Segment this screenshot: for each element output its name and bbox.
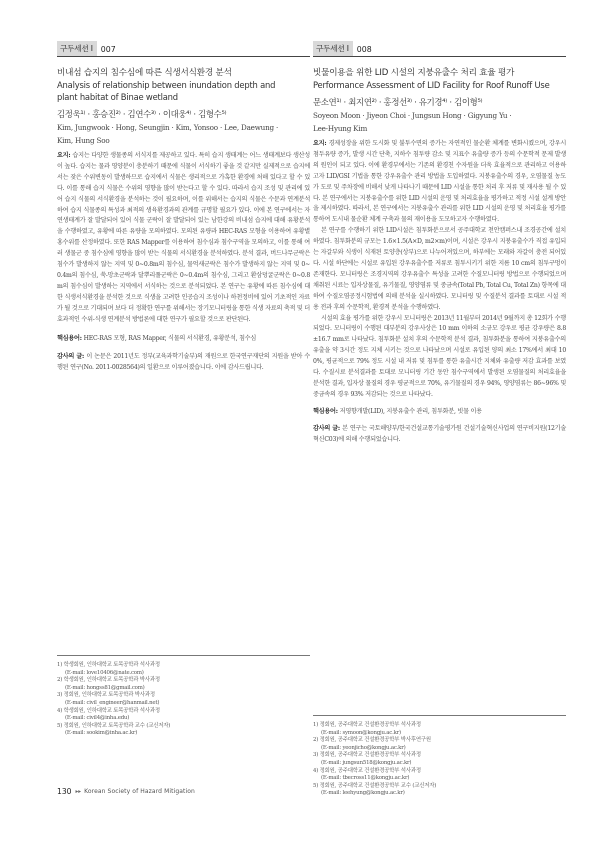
footnote-affiliation: 5) 정회원, 공주대학교 건설환경공학부 교수 (교신저자) (313, 782, 437, 789)
keywords (313, 407, 566, 418)
double-arrow-icon: ▸▸ (75, 788, 82, 795)
ack-text: 이 논문은 2011년도 정부(교육과학기술부)의 재원으로 한국연구재단의 지원을 받아 수행된 연구(No. 2011-0028564)의 일환으로 이루어졌습니다. 이에 감사드립니다. (57, 353, 310, 372)
title-english-line1: Analysis of relationship between inundation depth and (57, 80, 276, 90)
abstract-paragraph-3: 시설의 효율 평가를 위한 강우시 모니터링은 2013년 11월부터 2014년 9월까지 총 12회가 수행되었다. 모니터링이 수행된 대부분의 강우사상은 10 mm 이하의 소규모 강우로 평균 강우량은 8.8±16.7 mm로 나타났다. 침투화분 설치 후의 수문학적 분석 결과, 침투화분을 통하여 지붕유출수의 유출을 약 3시간 정도 지체 시키는 것으로 나타났으며 시설로 유입된 양의 최소 17%에서 최대 100%, 평균적으로 79% 정도 시설 내 저류 및 침투를 통한 유출시간 지체와 유출량 저감 효과를 보였다. 수질시료 분석결과를 토대로 모니터링 기간 동안 침수구역에서 발생된 오염물질의 처리효율을 분석한 결과, 입자상 물질의 경우 평균적으로 70%, 유기물질의 경우 94%, 영양염류는 86~96% 및 중금속의 경우 93% 저감되는 것으로 나타났다. (313, 314, 566, 398)
right-article (313, 40, 566, 445)
left-article (57, 40, 310, 374)
footnote (313, 722, 566, 737)
abstract-text: 경제성장을 위한 도시화 및 불투수면의 증가는 자연적인 물순환 체계를 변화시켰으며, 강우시 첨두유량 증가, 발생 시간 단축, 지하수 침투량 감소 및 지표수 유출량 증가 등의 수문학적 문제 발생의 원인이 되고 있다. 이에 환경부에서는 기존의 환경친 수자원을 더욱 효율적으로 관리하고 이용하고자 LID/GSI 기법을 통한 강우유출수 관리 방법을 도입하였다. 지붕유출수의 경우, 오염물질 농도가 도로 및 주차장에 비해서 낮게 나타나기 때문에 LID 시설을 통한 처리 후 저류 및 재사용 될 수 있다. 본 연구에서는 지붕유출수를 위한 LID 시설의 운영 및 처리효율을 평가하고 적정 시설 설계 방안을 제시하였다. 따라서, 본 연구에서는 지붕유출수 관리를 위한 LID 시설의 운영 및 처리효율 평가를 통하여 도시내 물순환 체계 구축과 물의 재이용을 도모하고자 수행하였다. (313, 140, 566, 224)
authors-english-line2: Kim, Hung Soo (57, 136, 110, 145)
abstract-label: 요지: (57, 152, 73, 159)
footnote-email: (E-mail: leehyung@kongju.ac.kr) (321, 790, 405, 797)
title-korean: 빗물이용을 위한 LID 시설의 지붕유출수 처리 효율 평가 (313, 68, 515, 78)
authors-korean: 문소연¹⁾ · 최지연²⁾ · 홍정선³⁾ · 유기경⁴⁾ · 김이형⁵⁾ (313, 97, 483, 107)
title-korean: 비내섬 습지의 침수심에 따른 식생서식환경 분석 (57, 68, 232, 78)
authors-english-line2: Lee-Hyung Kim (313, 124, 368, 133)
footnote (57, 708, 310, 723)
footnote-affiliation: 4) 학생회원, 인하대학교 토목공학과 석사과정 (57, 707, 160, 714)
footnote (313, 737, 566, 752)
footnote (57, 692, 310, 707)
journal-name: Korean Society of Hazard Mitigation (84, 788, 195, 795)
left-footnotes (57, 655, 310, 738)
footnote-email: (E-mail: jungsun518@kongju.ac.kr) (321, 759, 412, 766)
footnote-affiliation: 1) 정회원, 공주대학교 건설환경공학부 석사과정 (313, 722, 421, 728)
footnote-email: (E-mail: sookim@inha.ac.kr) (65, 730, 138, 737)
footnote-affiliation: 5) 정회원, 인하대학교 토목공학과 교수 (교신저자) (57, 722, 171, 729)
footnote-affiliation: 2) 학생회원, 인하대학교 토목공학과 박사과정 (57, 677, 160, 684)
keywords (57, 334, 310, 345)
footnote-affiliation: 1) 학생회원, 인하대학교 토목공학과 석사과정 (57, 662, 160, 668)
footnote-email: (E-mail: yeonjicho@kongju.ac.kr) (321, 744, 406, 751)
footnote-affiliation: 2) 정회원, 공주대학교 건설환경공학부 박사후연구원 (313, 737, 431, 744)
ack-label: 감사의 글: (313, 424, 343, 432)
session-number: 008 (356, 45, 372, 54)
title-english-line2: plant habitat of Binae wetland (57, 92, 178, 102)
footnote-affiliation: 3) 정회원, 인하대학교 토목공학과 박사과정 (57, 692, 155, 699)
authors-korean: 김정욱¹⁾ · 홍승진²⁾ · 김연수³⁾ · 이대웅⁴⁾ · 김형수⁵⁾ (57, 109, 227, 119)
footnote (313, 752, 566, 767)
title-english: Performance Assessment of LID Facility for Roof Runoff Use (313, 80, 550, 90)
footnote-email: (E-mail: civil_engineer@hanmail.net) (65, 699, 160, 706)
footnote-email: (E-mail: love10406@nate.com) (65, 669, 144, 676)
footnote-affiliation: 3) 정회원, 공주대학교 건설환경공학부 석사과정 (313, 752, 421, 759)
session-number: 007 (100, 45, 116, 54)
footnote (57, 677, 310, 692)
footnote-email: (E-mail: hongss81@gmail.com) (65, 684, 145, 691)
right-footnotes (313, 715, 566, 798)
footnote (57, 662, 310, 677)
footnote-affiliation: 4) 정회원, 공주대학교 건설환경공학부 석사과정 (313, 767, 421, 774)
acknowledgement (57, 352, 310, 374)
session-tag: 구두세션 I (57, 41, 97, 56)
abstract (57, 151, 310, 326)
keywords-label: 핵심용어: (313, 407, 340, 415)
ack-label: 감사의 글: (57, 353, 87, 361)
keywords-text: HEC-RAS 모형, RAS Mapper, 식물의 서식환경, 유황분석, 침수심 (83, 334, 257, 342)
keywords-text: 저영향개발(LID), 지붕유출수 관리, 침투화분, 빗물 이용 (339, 407, 482, 415)
abstract-label: 요지: (313, 140, 329, 147)
footnote (313, 768, 566, 783)
session-header (313, 40, 566, 57)
session-tag: 구두세션 I (313, 41, 353, 56)
footnote-email: (E-mail: symoon@kongju.ac.kr) (321, 729, 401, 736)
ack-text: 본 연구는 국토해양부/한국건설교통기술평가원 건설기술혁신사업의 연구비지원(12기술혁신C03)에 의해 수행되었습니다. (313, 424, 566, 443)
abstract-paragraph-1 (313, 139, 566, 226)
abstract-paragraph-2: 본 연구를 수행하기 위한 LID시설은 침투화분으로서 공주대학교 천안캠퍼스내 조경공간에 설치하였다. 침투화분의 규모는 1.6×1.5(A×D, m2×m)이며, 시설은 강우시 지붕유출수가 직접 유입되는 자갈부와 식생이 식재된 토양층(상부)으로 나누어져있으며, 하부에는 모래와 자갈이 충전 되어있다. 시설 하단에는 시설로 유입된 강우유출수를 저류로 침투시키기 위한 지름 10 cm의 침투구멍이 존재한다. 모니터링은 조경지역의 강우유출수 특성을 고려한 수질모니터링 방법으로 수행되었으며 채취된 시료는 입자상물질, 유기물질, 영양염류 및 중금속(Total Pb, Total Cu, Total Zn) 항목에 대하여 수질오염공정시험법에 의해 분석을 실시하였다. 모니터링 및 수질분석 결과를 토대로 시설 적용 전과 후의 수문학적, 환경적 분석을 수행하였다. (313, 227, 566, 311)
authors-english-line1: Kim, Jungwook · Hong, Seungjin · Kim, Yonsoo · Lee, Daewung · (57, 123, 279, 132)
keywords-label: 핵심용어: (57, 334, 84, 342)
acknowledgement (313, 424, 566, 446)
page-number: 130 (57, 787, 72, 796)
authors-english-line1: Soyeon Moon · Jiyeon Choi · Jungsun Hong · Gigyung Yu · (313, 111, 512, 120)
abstract-text: 습지는 다양한 생물종의 서식지를 제공하고 있다. 특히 습지 생태계는 어느 생태계보다 생산성이 높다. 습지는 물과 영양분이 충분하기 때문에 식물이 서식하기 좋을 것 같지만 실제적으로 습지에서는 잦은 수위변동이 발생하므로 습지에서 식물은 생리적으로 가혹한 환경에 처해 있다고 할 수 있다. 이를 통해 습지 식물은 수위의 영향을 많이 받는다고 할 수 있다. 따라서 습지 조성 및 관리에 있어 습지 식물의 서식환경을 분석하는 것이 필요하며, 이를 위해서는 습지의 식물은 수문과 연계분석하여 습지 식물종의 특성과 최적의 생육환경과의 관계를 규명할 필요가 있다. 이에 본 연구에서는 자연생태계가 잘 발달되어 있어 식물 군락이 잘 발달되어 있는 남한강의 비내섬 습지에 대해 유황분석을 수행하였고, 유황에 따른 유량을 모의하였다. 모의된 유량과 HEC-RAS 모형을 이용하여 유황별 홍수위를 산정하였다. 또한 RAS Mapper를 이용하여 침수심과 침수구역을 모의하고, 이를 통해 여러 생물군 중 침수심에 영향을 많이 받는 식물의 서식환경을 분석하였다. 분석 결과, 버드나무군락은 침수가 발생하지 않는 지역 및 0~0.8m의 침수심, 물억새군락은 침수가 발생하지 않는 지역 및 0~0.4m의 침수심, 쑥-망초군락과 달뿌리풀군락은 0~0.4m의 침수심, 그리고 환삼덩굴군락은 0~0.8m의 침수심이 발생하는 지역에서 서식하는 것으로 분석되었다. 본 연구는 유황에 따른 침수심에 대한 식생서식환경을 분석한 것으로 식생을 고려한 인공습지 조성이나 하천정비에 있어 기초적인 자료가 될 것으로 기대되며 보다 더 정확한 연구를 위해서는 장기모니터링을 통한 식생 자료의 축적 및 더 효과적인 수위-식생 연계분석 방법론에 대한 연구가 필요할 것으로 판단된다. (57, 152, 310, 323)
footnote-email: (E-mail: civil4@inha.edu) (65, 715, 130, 722)
footnote (57, 723, 310, 738)
session-header (57, 40, 310, 57)
footnote-email: (E-mail: tbecross11@kongju.ac.kr) (321, 775, 410, 782)
page-footer (57, 787, 557, 796)
